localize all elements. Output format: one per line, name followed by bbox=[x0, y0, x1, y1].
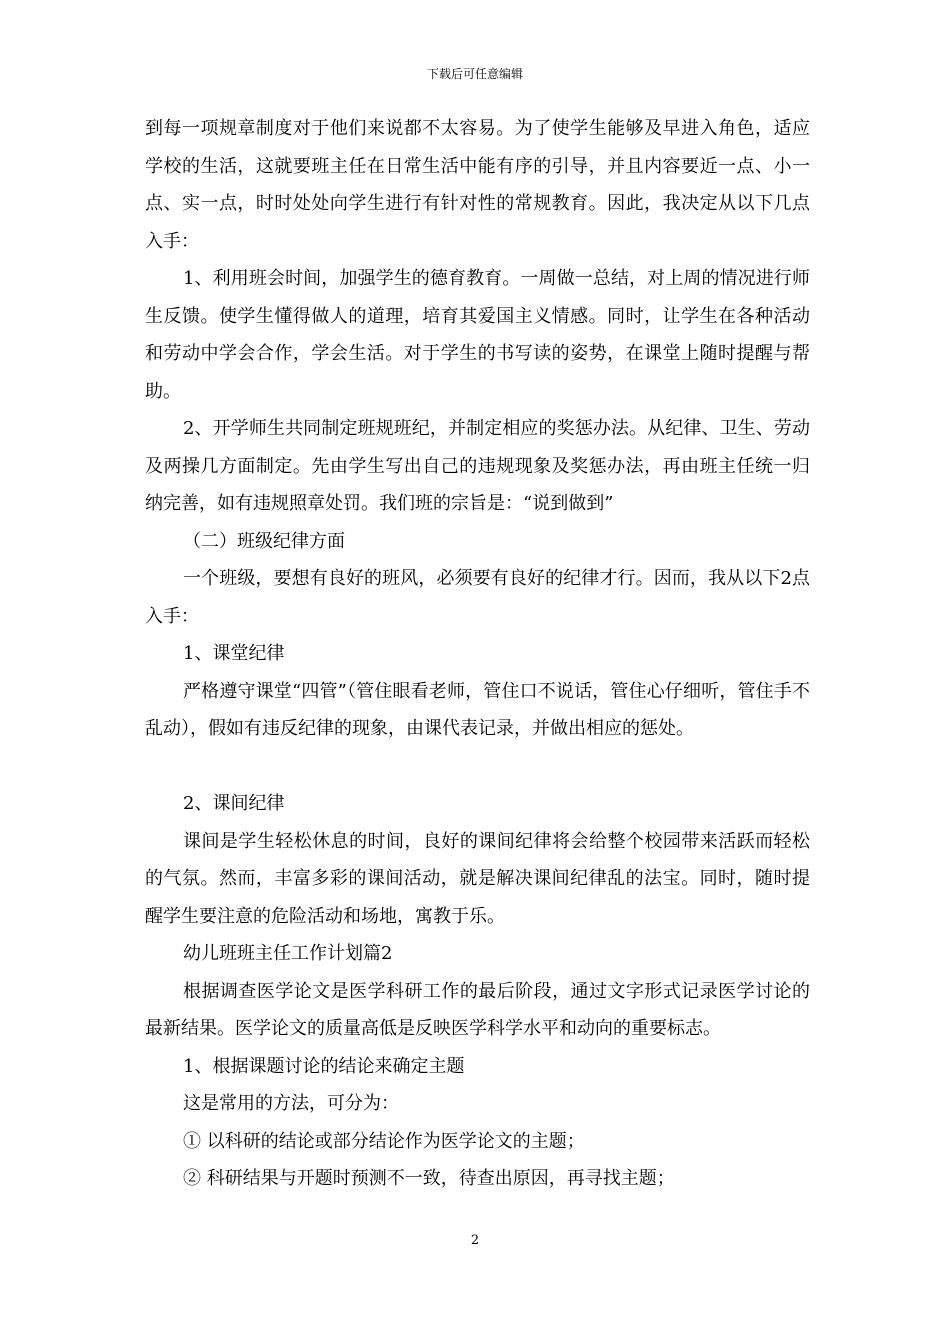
paragraph-break-discipline: 课间是学生轻松休息的时间，良好的课间纪律将会给整个校园带来活跃而轻松的气氛。然而，丰富多彩的课间活动，就是解决课间纪律乱的法宝。同时，随时提醒学生要注意的危险活动和场地，寓教于乐。 bbox=[145, 830, 810, 927]
paragraph-discipline-intro: 一个班级，要想有良好的班风，必须要有良好的纪律才行。因而，我从以下2点入手： bbox=[145, 568, 810, 627]
paragraph-item-2-class-rules: 2、开学师生共同制定班规班纪，并制定相应的奖惩办法。从纪律、卫生、劳动及两操几方面制定。先由学生写出自己的违规现象及奖惩办法，再由班主任统一归纳完善，如有违规照章处罚。我们班的宗旨是：“说到做到” bbox=[145, 418, 810, 514]
section-heading-discipline: （二）班级纪律方面 bbox=[183, 530, 345, 552]
subheading-topic-from-conclusion: 1、根据课题讨论的结论来确定主题 bbox=[183, 1055, 465, 1077]
article-title-part-2: 幼儿班班主任工作计划篇2 bbox=[183, 943, 393, 964]
paragraph-item-1-class-meeting: 1、利用班会时间，加强学生的德育教育。一周做一总结，对上周的情况进行师生反馈。使学生懂得做人的道理，培育其爱国主义情感。同时，让学生在各种活动和劳动中学会合作，学会生活。对于学生的书写读的姿势，在课堂上随时提醒与帮助。 bbox=[145, 268, 810, 402]
paragraph-common-method: 这是常用的方法，可分为： bbox=[183, 1093, 399, 1114]
page-header: 下载后可任意编辑 bbox=[426, 67, 523, 81]
paragraph-intro-continuation: 到每一项规章制度对于他们来说都不太容易。为了使学生能够及早进入角色，适应学校的生活，这就要班主任在日常生活中能有序的引导，并且内容要近一点、小一点、实一点，时时处处向学生进行有针对性的常规教育。因此，我决定从以下几点入手： bbox=[145, 118, 810, 252]
page-number: 2 bbox=[470, 1233, 480, 1248]
subheading-classroom-discipline: 1、课堂纪律 bbox=[183, 643, 285, 664]
paragraph-medical-paper-intro: 根据调查医学论文是医学科研工作的最后阶段，通过文字形式记录医学讨论的最新结果。医学论文的质量高低是反映医学科学水平和动向的重要标志。 bbox=[145, 980, 810, 1039]
paragraph-four-rules: 严格遵守课堂“四管”（管住眼看老师，管住口不说话，管住心仔细听，管住手不乱动），假如有违反纪律的现象，由课代表记录，并做出相应的惩处。 bbox=[145, 680, 810, 739]
list-item-circled-2: ② 科研结果与开题时预测不一致，待查出原因，再寻找主题； bbox=[183, 1168, 675, 1189]
document-body bbox=[145, 110, 810, 1198]
subheading-break-discipline: 2、课间纪律 bbox=[183, 793, 285, 814]
list-item-circled-1: ① 以科研的结论或部分结论作为医学论文的主题； bbox=[183, 1130, 585, 1152]
